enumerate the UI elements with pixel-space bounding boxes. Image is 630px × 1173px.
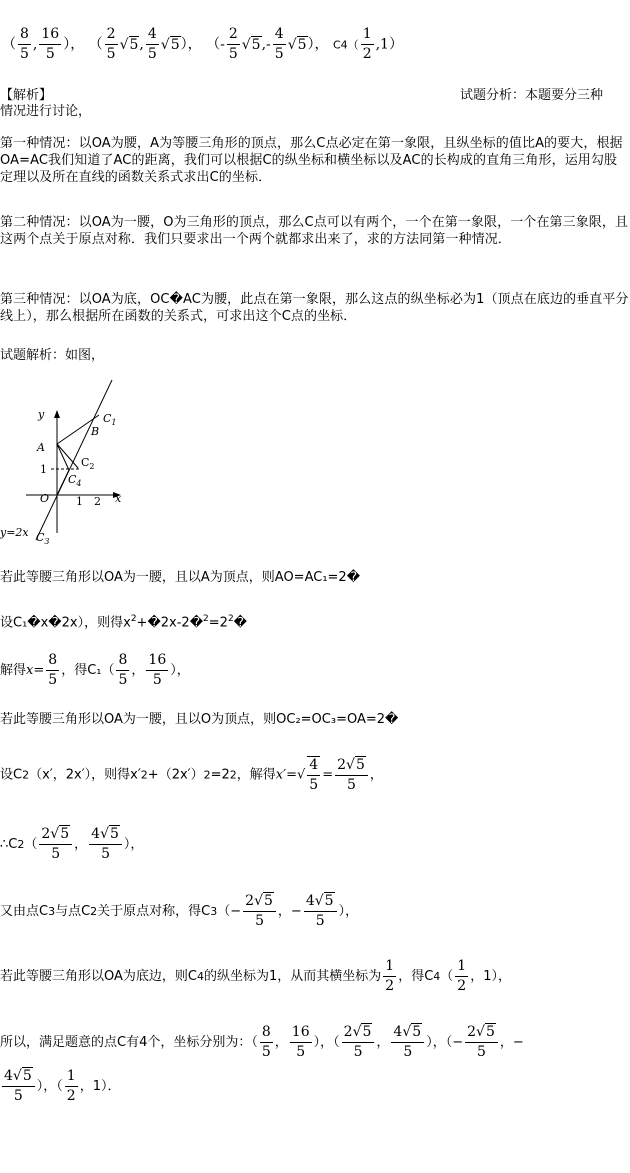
point-c2-label: $C_2$: [81, 456, 95, 471]
fraction: $\frac{4}{5}$: [147, 26, 157, 62]
answer-summary-line: （ $\frac{8}{5}$ , $\frac{16}{5}$ ）， （ $\frac{2}{5}$ √5, $\frac{4}{5}$ √5）， （- $\frac{2}{5}$ √5,- $\frac{4}{5}$ √5）， C4（ $\frac{1}{2}$ ,1）: [2, 26, 403, 62]
fraction: $\frac{4}{5}$: [274, 26, 284, 62]
step-6: ∴C2（ $\frac{2√5}{5}$ ， $\frac{4√5}{5}$ ），: [0, 826, 144, 862]
point-c1-label: $C_1$: [103, 412, 117, 427]
analysis-summary-right: 试题分析：本题要分三种: [460, 88, 604, 103]
solution-intro: 试题解析：如图，: [0, 348, 105, 363]
point-b-label: B: [91, 425, 100, 438]
step-1: 若此等腰三角形以OA为一腰，且以A为顶点，则AO=AC₁=2�: [0, 570, 361, 585]
tick-1-x: 1: [76, 495, 83, 508]
fraction: $\frac{2}{5}$: [106, 26, 116, 62]
step-5: 设C2（x′，2x′），则得x′2+（2x′）2=22，解得x′=√ $\frac{4}{5}$ = $\frac{2√5}{5}$ ，: [0, 756, 383, 793]
case-three-paragraph: 第三种情况：以OA为底，OC�AC为腰，此点在第一象限，那么这点的纵坐标必为1（顶点在底边的垂直平分线上），那么根据所在函数的关系式，可求出这个C点的坐标．: [0, 292, 629, 324]
tick-1-y: 1: [40, 463, 47, 476]
point-a-label: A: [37, 441, 45, 454]
fraction: $\frac{2}{5}$: [228, 26, 238, 62]
tick-2-x: 2: [94, 495, 101, 508]
case-one-paragraph: 第一种情况：以OA为腰，A为等腰三角形的顶点，那么C点必定在第一象限，且纵坐标的值比A的要大，根据OA=AC我们知道了AC的距离，我们可以根据C的纵坐标和横坐标以及AC的长构成的直角三角形，运用勾股定理以及所在直线的函数关系式求出C的坐标．: [0, 136, 623, 185]
point-c4-label: $C_4$: [68, 473, 82, 488]
segment-a-c4: [57, 444, 69, 470]
y-axis-arrow: [54, 410, 60, 418]
fraction: $\frac{1}{2}$: [362, 26, 372, 62]
case-two-paragraph: 第二种情况：以OA为一腰，O为三角形的顶点，那么C点可以有两个，一个在第一象限，一个在第三象限，且这两个点关于原点对称．我们只要求出一个两个就都求出来了，求的方法同第一种情况．: [0, 215, 629, 247]
x-axis-label: x: [115, 492, 122, 505]
step-3: 解得x= $\frac{8}{5}$ ，得C₁（ $\frac{8}{5}$ ， $\frac{16}{5}$ ），: [0, 652, 190, 688]
step-10: $\frac{4√5}{5}$ ），（ $\frac{1}{2}$ ，1）．: [4, 1068, 121, 1104]
analysis-tag: 【解析】: [0, 88, 53, 103]
point-c3-label: $C_3$: [36, 531, 50, 546]
line-label: y=2x: [0, 526, 29, 539]
step-9: 所以，满足题意的点C有4个，坐标分别为：（ $\frac{8}{5}$ ， $\frac{16}{5}$ ），（ $\frac{2√5}{5}$ ， $\frac{4√5}{5}$ ），（− $\frac{2√5}{5}$ ，−: [0, 1024, 524, 1060]
fraction: $\frac{16}{5}$: [41, 26, 60, 62]
coordinate-figure: [0, 378, 130, 548]
line-y-2x: [36, 380, 112, 540]
step-7: 又由点C3与点C2关于原点对称，得C3（− $\frac{2√5}{5}$ ，− $\frac{4√5}{5}$ ），: [0, 893, 359, 929]
y-axis-label: y: [38, 408, 45, 421]
segment-a-c2: [57, 444, 78, 468]
analysis-continued: 情况进行讨论，: [0, 104, 92, 119]
step-2: 设C₁�x�2x），则得$x^2+�2x-2�^2=2^2�$: [0, 614, 248, 631]
step-4: 若此等腰三角形以OA为一腰，且以O为顶点，则OC₂=OC₃=OA=2�: [0, 712, 399, 727]
fraction: $\frac{8}{5}$: [20, 26, 29, 62]
step-8: 若此等腰三角形以OA为底边，则C4的纵坐标为1，从而其横坐标为 $\frac{1}{2}$ ，得C4（ $\frac{1}{2}$ ，1），: [0, 958, 511, 994]
origin-label: O: [40, 492, 50, 505]
